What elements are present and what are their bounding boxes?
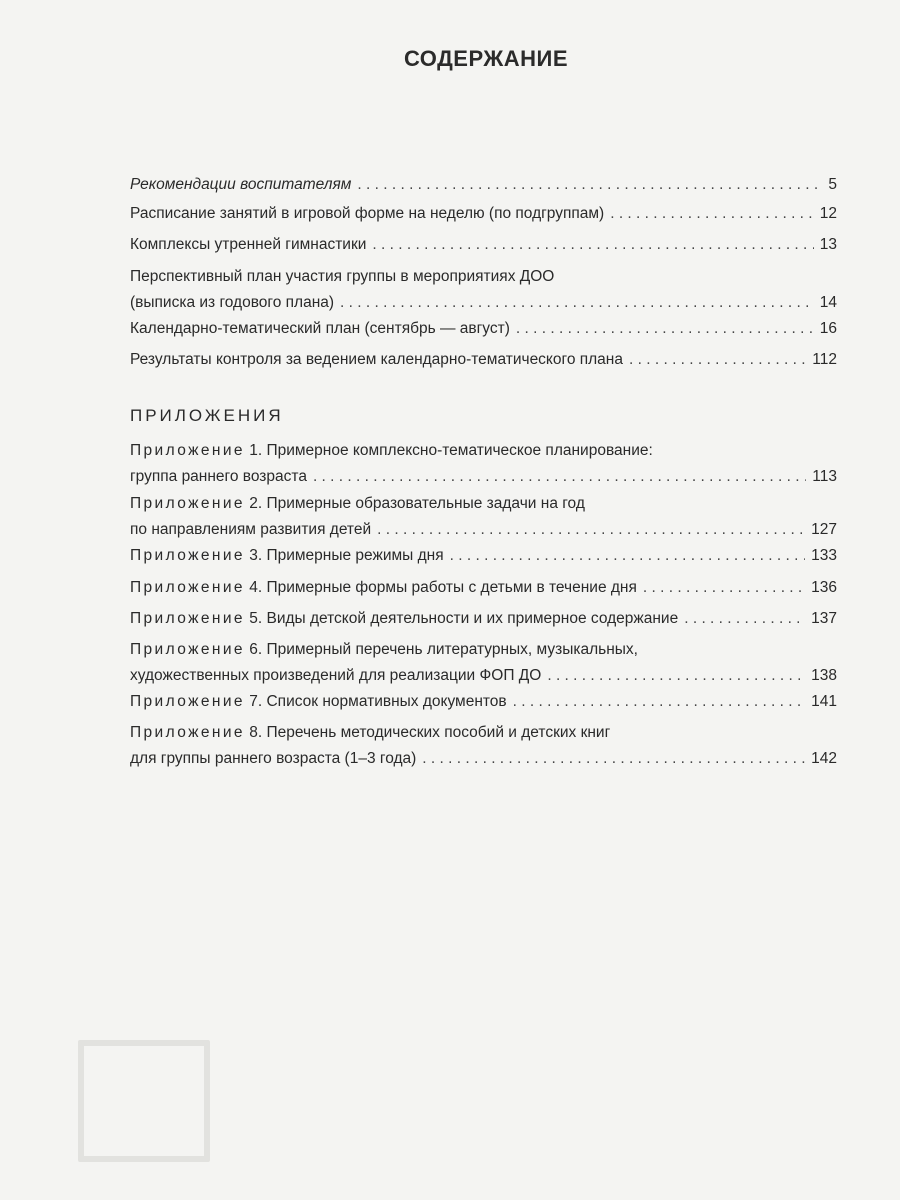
appendix-label: Приложение (130, 693, 245, 710)
leader-dots (513, 689, 805, 715)
appendix-number: 4. (249, 579, 263, 596)
leader-dots (372, 232, 813, 258)
appendix-number: 8. (249, 724, 263, 741)
toc-entry-title: (выписка из годового плана) (130, 294, 335, 311)
appendix-entry-3 (130, 543, 837, 569)
toc-entry-schedule (130, 201, 837, 227)
appendix-page: 113 (812, 468, 837, 485)
toc-entry-recommendations (130, 172, 837, 198)
leader-dots (313, 464, 806, 490)
toc-entry-title: Комплексы утренней гимнастики (130, 236, 367, 253)
appendix-title: для группы раннего возраста (1–3 года) (130, 750, 417, 767)
toc-entry-title: Рекомендации воспитателям (130, 176, 352, 193)
leader-dots (610, 201, 814, 227)
toc-entry-calendar-plan (130, 316, 837, 342)
leader-dots (547, 663, 805, 689)
appendix-number: 5. (249, 610, 263, 627)
appendix-number: 6. (249, 641, 263, 658)
appendix-entry-5 (130, 606, 837, 632)
appendix-number: 3. (249, 547, 263, 564)
appendix-title-line1: Примерный перечень литературных, музыкальных, (266, 641, 638, 658)
toc-entry-control-results (130, 347, 837, 373)
leader-dots (684, 606, 805, 632)
toc-entry-title: Календарно-тематический план (сентябрь — август) (130, 320, 510, 337)
appendix-number: 1. (249, 442, 263, 459)
leader-dots (422, 746, 805, 772)
leader-dots (643, 575, 805, 601)
leader-dots (516, 316, 814, 342)
appendix-title: группа раннего возраста (130, 468, 307, 485)
appendix-entry-7 (130, 689, 837, 715)
leader-dots (340, 290, 814, 316)
leader-dots (450, 543, 806, 569)
appendix-entry-2 (130, 491, 837, 543)
toc-entry-title: Результаты контроля за ведением календарно-тематического плана (130, 351, 623, 368)
appendix-page: 137 (811, 610, 837, 627)
appendix-title: по направлениям развития детей (130, 521, 372, 538)
appendix-label: Приложение (130, 442, 245, 459)
appendix-title-line1: Примерное комплексно-тематическое планирование: (266, 442, 653, 459)
toc-entry-page: 16 (819, 320, 837, 337)
appendix-number: 7. (249, 693, 263, 710)
appendix-title: Примерные режимы дня (266, 547, 444, 564)
toc-entry-title-line1: Перспективный план участия группы в мероприятиях ДОО (130, 268, 555, 285)
appendix-title: Примерные формы работы с детьми в течение дня (266, 579, 637, 596)
appendix-title: художественных произведений для реализации ФОП ДО (130, 667, 542, 684)
appendix-title: Виды детской деятельности и их примерное содержание (266, 610, 679, 627)
toc-entry-page: 14 (819, 294, 837, 311)
appendix-entry-8 (130, 720, 837, 772)
appendix-heading: ПРИЛОЖЕНИЯ (130, 406, 284, 425)
appendix-label: Приложение (130, 579, 245, 596)
toc-entry-page: 13 (819, 236, 837, 253)
bleed-through-mark (78, 1040, 210, 1162)
appendix-entry-1 (130, 438, 837, 490)
appendix-entry-6 (130, 637, 837, 689)
toc-entry-perspective-plan (130, 264, 837, 316)
appendix-label: Приложение (130, 547, 245, 564)
appendix-page: 138 (811, 667, 837, 684)
appendix-page: 142 (811, 750, 837, 767)
appendix-page: 127 (811, 521, 837, 538)
appendix-label: Приложение (130, 610, 245, 627)
toc-entry-page: 112 (812, 351, 837, 368)
page-title: СОДЕРЖАНИЕ (403, 46, 569, 71)
appendix-label: Приложение (130, 495, 245, 512)
toc-entry-page: 5 (828, 176, 837, 193)
appendix-number: 2. (249, 495, 263, 512)
appendix-page: 136 (811, 579, 837, 596)
appendix-entry-4 (130, 575, 837, 601)
leader-dots (357, 172, 822, 198)
appendix-label: Приложение (130, 641, 245, 658)
leader-dots (629, 347, 806, 373)
toc-entry-page: 12 (819, 205, 837, 222)
toc-entry-title: Расписание занятий в игровой форме на неделю (по подгруппам) (130, 205, 605, 222)
appendix-page: 141 (811, 693, 837, 710)
appendix-title-line1: Перечень методических пособий и детских книг (266, 724, 611, 741)
appendix-title-line1: Примерные образовательные задачи на год (266, 495, 585, 512)
leader-dots (377, 517, 805, 543)
appendix-title: Список нормативных документов (266, 693, 507, 710)
toc-entry-gymnastics (130, 232, 837, 258)
appendix-label: Приложение (130, 724, 245, 741)
appendix-page: 133 (811, 547, 837, 564)
